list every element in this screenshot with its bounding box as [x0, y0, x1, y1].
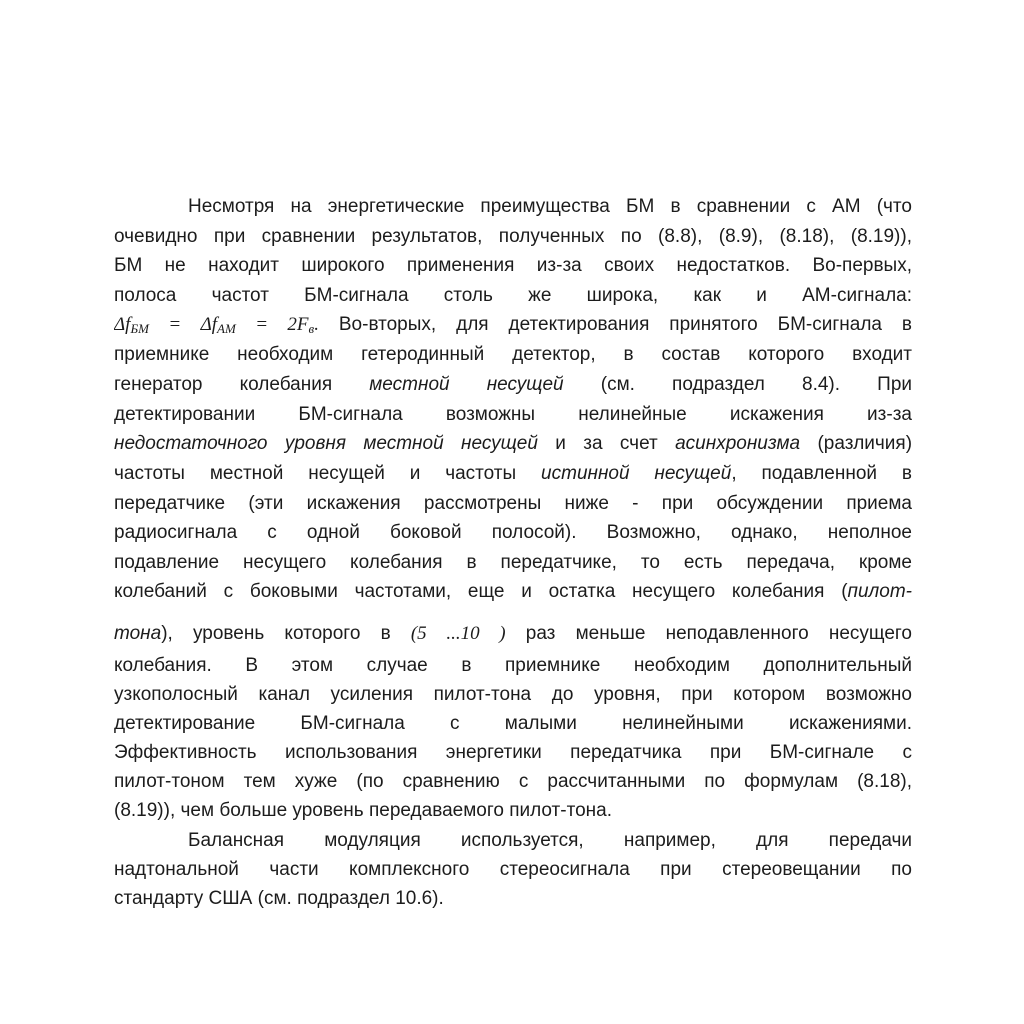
term-asynchronism: асинхронизма	[675, 433, 801, 454]
paragraph-1-line-10	[114, 462, 912, 488]
paragraph-1-line-12: радиосигнала с одной боковой полосой). Возможно, однако, неполное	[114, 522, 912, 543]
line-14-text-a: колебаний с боковыми частотами, еще и остатка несущего колебания (	[114, 581, 848, 602]
paragraph-1-line-20: пилот-тоном тем хуже (по сравнению с рассчитанными по формулам (8.18),	[114, 771, 912, 792]
paragraph-1-line-5	[114, 313, 912, 339]
paragraph-1-line-1: Несмотря на энергетические преимущества БМ в сравнении с АМ (что	[188, 196, 912, 217]
paragraph-1-line-9	[114, 432, 912, 458]
paragraph-1-line-11: передатчике (эти искажения рассмотрены ниже - при обсуждении приема	[114, 493, 912, 514]
term-pilot-part-1: пилот-	[847, 581, 912, 602]
term-local-carrier: местной несущей	[369, 374, 564, 395]
term-true-carrier: истинной несущей	[541, 463, 732, 484]
paragraph-1-line-3: БМ не находит широкого применения из-за своих недостатков. Во-первых,	[114, 255, 912, 276]
paragraph-1-line-19: Эффективность использования энергетики передатчика при БМ-сигнале с	[114, 742, 912, 763]
paragraph-1-line-6: приемнике необходим гетеродинный детектор, в состав которого входит	[114, 344, 912, 365]
paragraph-1-line-2: очевидно при сравнении результатов, полученных по (8.8), (8.9), (8.18), (8.19)),	[114, 226, 912, 247]
line-9-text-b: и за счет	[555, 433, 658, 454]
line-10-text-a: частоты местной несущей и частоты	[114, 463, 517, 484]
line-15-text-b: ), уровень которого в	[161, 623, 391, 644]
paragraph-1-line-8: детектировании БМ-сигнала возможны нелинейные искажения из-за	[114, 404, 912, 425]
paragraph-1-line-21: (8.19)), чем больше уровень передаваемого пилот-тона.	[114, 800, 612, 821]
paragraph-1-line-14	[114, 580, 912, 606]
paragraph-2-line-3: стандарту США (см. подраздел 10.6).	[114, 888, 444, 909]
line-7-text-a: генератор колебания	[114, 374, 333, 395]
paragraph-1-line-13: подавление несущего колебания в передатчике, то есть передача, кроме	[114, 552, 912, 573]
paragraph-1-line-16: колебания. В этом случае в приемнике необходим дополнительный	[114, 655, 912, 676]
line-5-text: Во-вторых, для детектирования принятого БМ-сигнала в	[338, 314, 912, 335]
paragraph-2-line-1: Балансная модуляция используется, например, для передачи	[188, 830, 912, 851]
line-15-text-d: раз меньше неподавленного несущего	[525, 623, 912, 644]
paragraph-1-line-4: полоса частот БМ-сигнала столь же широка, как и АМ-сигнала:	[114, 285, 912, 306]
term-pilot-part-2: тона	[114, 623, 162, 644]
paragraph-1-line-7	[114, 373, 912, 399]
paragraph-2-line-2: надтональной части комплексного стереосигнала при стереовещании по	[114, 859, 912, 880]
line-10-text-c: , подавленной в	[731, 463, 912, 484]
line-7-text-c: (см. подраздел 8.4). При	[600, 374, 912, 395]
paragraph-1-line-17: узкополосный канал усиления пилот-тона до уровня, при котором возможно	[114, 684, 912, 705]
bandwidth-formula: $\Delta f_{БМ} = \Delta f_{АМ} = 2F_в$.	[114, 314, 319, 336]
line-9-text-d: (различия)	[817, 433, 912, 454]
ratio-formula: (5 ...10 )	[410, 623, 506, 644]
paragraph-1-line-18: детектирование БМ-сигнала с малыми нелинейными искажениями.	[114, 713, 912, 734]
term-insufficient-level: недостаточного уровня местной несущей	[114, 433, 538, 454]
paragraph-1-line-15	[114, 622, 912, 648]
